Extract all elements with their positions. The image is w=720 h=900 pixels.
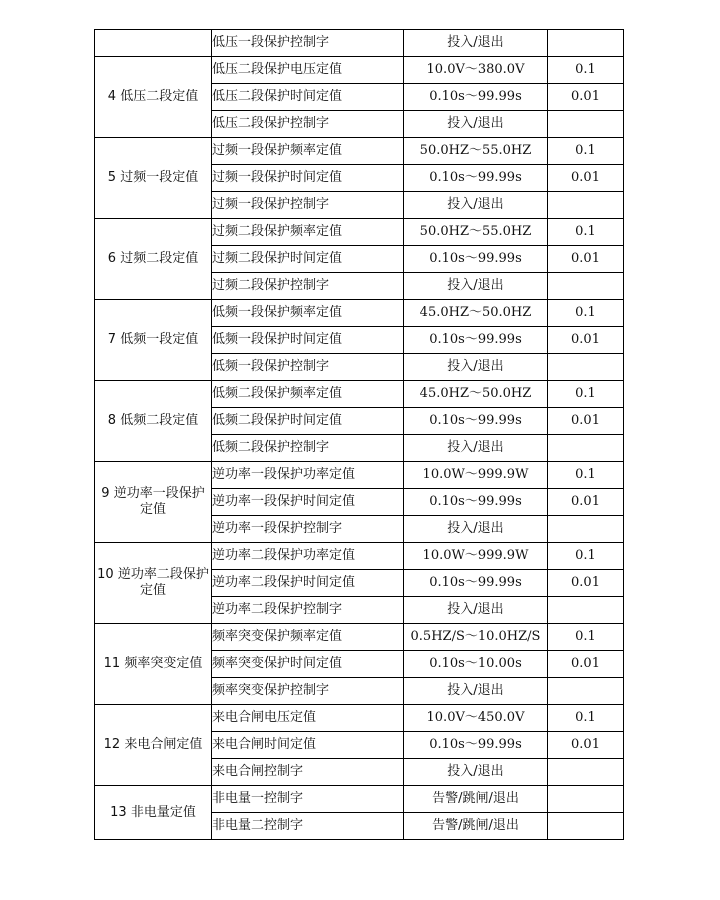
setting-item-cell: 低压二段保护电压定值 (212, 57, 404, 84)
setting-step-cell: 0.1 (548, 381, 624, 408)
table-row (95, 462, 624, 489)
table-row (95, 219, 624, 246)
setting-step-cell: 0.01 (548, 732, 624, 759)
setting-item-cell: 频率突变保护控制字 (212, 678, 404, 705)
setting-item-cell: 逆功率二段保护时间定值 (212, 570, 404, 597)
setting-range-cell: 10.0W～999.9W (404, 543, 548, 570)
setting-item-cell: 低频一段保护控制字 (212, 354, 404, 381)
table-row (95, 624, 624, 651)
setting-item-cell: 过频一段保护控制字 (212, 192, 404, 219)
setting-step-cell (548, 192, 624, 219)
setting-range-cell: 10.0V～380.0V (404, 57, 548, 84)
setting-step-cell: 0.01 (548, 570, 624, 597)
setting-step-cell: 0.01 (548, 651, 624, 678)
setting-step-cell: 0.01 (548, 246, 624, 273)
table-row (95, 30, 624, 57)
setting-range-cell: 0.10s～99.99s (404, 84, 548, 111)
table-row (95, 705, 624, 732)
setting-item-cell: 非电量二控制字 (212, 813, 404, 840)
setting-range-cell: 0.10s～99.99s (404, 408, 548, 435)
setting-range-cell: 投入/退出 (404, 516, 548, 543)
group-label-cell (95, 30, 212, 57)
setting-range-cell: 0.10s～10.00s (404, 651, 548, 678)
settings-table-body (95, 30, 624, 840)
setting-item-cell: 低频二段保护频率定值 (212, 381, 404, 408)
setting-item-cell: 逆功率一段保护控制字 (212, 516, 404, 543)
setting-range-cell: 50.0HZ～55.0HZ (404, 219, 548, 246)
setting-step-cell (548, 597, 624, 624)
setting-range-cell: 0.10s～99.99s (404, 246, 548, 273)
setting-range-cell: 0.10s～99.99s (404, 165, 548, 192)
setting-step-cell (548, 759, 624, 786)
setting-step-cell: 0.1 (548, 705, 624, 732)
setting-item-cell: 过频一段保护时间定值 (212, 165, 404, 192)
setting-range-cell: 45.0HZ～50.0HZ (404, 300, 548, 327)
setting-item-cell: 过频二段保护控制字 (212, 273, 404, 300)
setting-range-cell: 50.0HZ～55.0HZ (404, 138, 548, 165)
group-label-cell: 13 非电量定值 (95, 786, 212, 840)
table-row (95, 300, 624, 327)
setting-step-cell: 0.1 (548, 138, 624, 165)
setting-range-cell: 0.10s～99.99s (404, 732, 548, 759)
setting-step-cell: 0.1 (548, 57, 624, 84)
setting-range-cell: 告警/跳闸/退出 (404, 813, 548, 840)
setting-item-cell: 逆功率二段保护功率定值 (212, 543, 404, 570)
setting-item-cell: 频率突变保护频率定值 (212, 624, 404, 651)
setting-item-cell: 过频二段保护频率定值 (212, 219, 404, 246)
setting-step-cell (548, 813, 624, 840)
setting-item-cell: 逆功率二段保护控制字 (212, 597, 404, 624)
setting-step-cell: 0.01 (548, 84, 624, 111)
table-row (95, 57, 624, 84)
setting-item-cell: 低频二段保护时间定值 (212, 408, 404, 435)
setting-range-cell: 告警/跳闸/退出 (404, 786, 548, 813)
setting-range-cell: 10.0V～450.0V (404, 705, 548, 732)
setting-step-cell: 0.1 (548, 624, 624, 651)
setting-step-cell (548, 516, 624, 543)
group-label-cell: 11 频率突变定值 (95, 624, 212, 705)
table-row (95, 786, 624, 813)
setting-step-cell: 0.1 (548, 219, 624, 246)
table-row (95, 543, 624, 570)
setting-range-cell: 投入/退出 (404, 192, 548, 219)
setting-range-cell: 投入/退出 (404, 354, 548, 381)
setting-step-cell: 0.01 (548, 408, 624, 435)
setting-item-cell: 低压二段保护控制字 (212, 111, 404, 138)
setting-range-cell: 0.10s～99.99s (404, 570, 548, 597)
setting-range-cell: 投入/退出 (404, 111, 548, 138)
group-label-cell: 4 低压二段定值 (95, 57, 212, 138)
setting-range-cell: 投入/退出 (404, 597, 548, 624)
table-row (95, 138, 624, 165)
setting-range-cell: 45.0HZ～50.0HZ (404, 381, 548, 408)
setting-item-cell: 逆功率一段保护功率定值 (212, 462, 404, 489)
setting-step-cell: 0.01 (548, 165, 624, 192)
setting-step-cell (548, 30, 624, 57)
setting-step-cell: 0.1 (548, 300, 624, 327)
protection-settings-table (94, 29, 624, 840)
setting-step-cell: 0.01 (548, 489, 624, 516)
setting-item-cell: 非电量一控制字 (212, 786, 404, 813)
setting-item-cell: 来电合闸电压定值 (212, 705, 404, 732)
setting-range-cell: 投入/退出 (404, 678, 548, 705)
setting-item-cell: 低压二段保护时间定值 (212, 84, 404, 111)
setting-step-cell: 0.01 (548, 327, 624, 354)
setting-range-cell: 0.5HZ/S～10.0HZ/S (404, 624, 548, 651)
setting-item-cell: 过频一段保护频率定值 (212, 138, 404, 165)
group-label-cell: 5 过频一段定值 (95, 138, 212, 219)
setting-item-cell: 逆功率一段保护时间定值 (212, 489, 404, 516)
table-row (95, 381, 624, 408)
setting-range-cell: 0.10s～99.99s (404, 327, 548, 354)
setting-range-cell: 10.0W～999.9W (404, 462, 548, 489)
setting-range-cell: 投入/退出 (404, 435, 548, 462)
setting-step-cell (548, 678, 624, 705)
setting-item-cell: 频率突变保护时间定值 (212, 651, 404, 678)
setting-step-cell (548, 786, 624, 813)
group-label-cell: 8 低频二段定值 (95, 381, 212, 462)
setting-item-cell: 低频一段保护频率定值 (212, 300, 404, 327)
setting-step-cell: 0.1 (548, 462, 624, 489)
group-label-cell: 9 逆功率一段保护定值 (95, 462, 212, 543)
setting-step-cell (548, 435, 624, 462)
setting-item-cell: 过频二段保护时间定值 (212, 246, 404, 273)
group-label-cell: 7 低频一段定值 (95, 300, 212, 381)
setting-item-cell: 来电合闸控制字 (212, 759, 404, 786)
setting-item-cell: 来电合闸时间定值 (212, 732, 404, 759)
setting-range-cell: 投入/退出 (404, 759, 548, 786)
setting-range-cell: 投入/退出 (404, 273, 548, 300)
setting-step-cell (548, 273, 624, 300)
group-label-cell: 12 来电合闸定值 (95, 705, 212, 786)
setting-range-cell: 0.10s～99.99s (404, 489, 548, 516)
setting-step-cell (548, 354, 624, 381)
setting-item-cell: 低压一段保护控制字 (212, 30, 404, 57)
setting-item-cell: 低频二段保护控制字 (212, 435, 404, 462)
setting-range-cell: 投入/退出 (404, 30, 548, 57)
group-label-cell: 10 逆功率二段保护定值 (95, 543, 212, 624)
group-label-cell: 6 过频二段定值 (95, 219, 212, 300)
setting-step-cell: 0.1 (548, 543, 624, 570)
setting-item-cell: 低频一段保护时间定值 (212, 327, 404, 354)
setting-step-cell (548, 111, 624, 138)
